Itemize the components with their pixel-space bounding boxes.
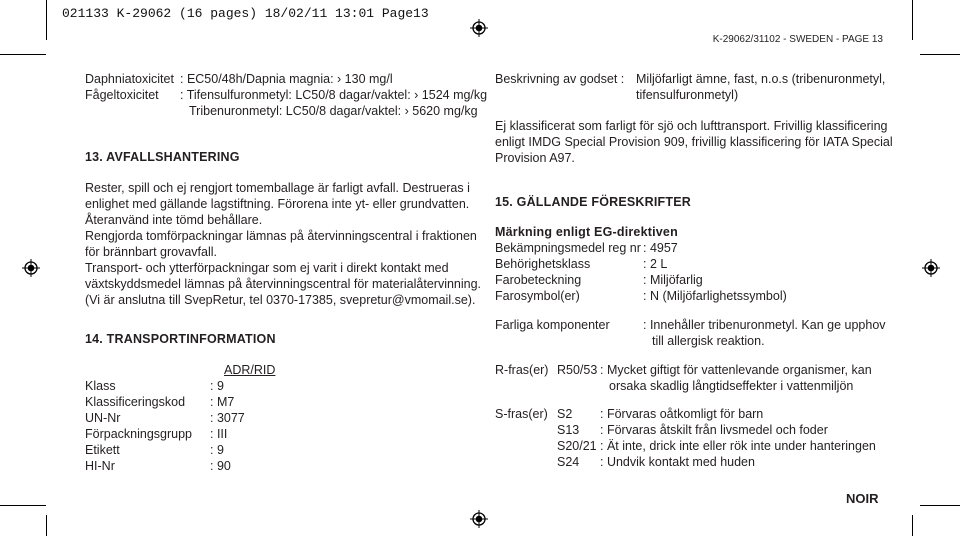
hazardous-components-label: Farliga komponenter: [495, 318, 610, 332]
daphnia-label: Daphniatoxicitet: [85, 72, 174, 86]
bird-toxicity-label: Fågeltoxicitet: [85, 88, 159, 102]
transport-label: UN-Nr: [85, 411, 121, 425]
s-phrase-text: : Undvik kontakt med huden: [600, 455, 755, 469]
daphnia-value: : EC50/48h/Dapnia magnia: › 130 mg/l: [180, 72, 393, 86]
registration-mark-icon: [470, 19, 488, 37]
transport-value: : 3077: [210, 411, 245, 425]
transport-value: : 9: [210, 379, 224, 393]
s-phrase-code: S24: [557, 455, 580, 469]
transport-value: : 9: [210, 443, 224, 457]
text-line: enlighet med gällande lagstiftning. Förorena inte yt- eller grundvatten.: [85, 197, 470, 211]
crop-mark: [920, 54, 960, 55]
registration-mark-icon: [470, 510, 488, 528]
section-heading: 13. AVFALLSHANTERING: [85, 150, 240, 164]
registration-mark-icon: [22, 259, 40, 277]
s-phrase-code: S20/21: [557, 439, 597, 453]
registration-mark-icon: [922, 259, 940, 277]
s-phrase-text: : Förvaras åtskilt från livsmedel och foder: [600, 423, 828, 437]
bird-toxicity-value: Tribenuronmetyl: LC50/8 dagar/vaktel: › 5620 mg/kg: [189, 104, 478, 118]
regulation-label: Bekämpningsmedel reg nr: [495, 241, 641, 255]
crop-mark: [0, 505, 46, 506]
r-phrases-label: R-fras(er): [495, 363, 549, 377]
s-phrase-text: : Förvaras oåtkomligt för barn: [600, 407, 764, 421]
transport-value: : M7: [210, 395, 235, 409]
transport-label: Förpackningsgrupp: [85, 427, 193, 441]
adr-rid-column-label: ADR/RID: [224, 363, 276, 377]
regulation-value: : Miljöfarlig: [643, 273, 703, 287]
transport-label: HI-Nr: [85, 459, 115, 473]
regulation-label: Farobeteckning: [495, 273, 582, 287]
text-line: växtskyddsmedel lämnas på återvinningscentral för materialåtervinning.: [85, 277, 482, 291]
text-line: för brännbart grovavfall.: [85, 245, 218, 259]
transport-value: : III: [210, 427, 228, 441]
classification-note: Provision A97.: [495, 151, 575, 165]
transport-label: Klassificeringskod: [85, 395, 186, 409]
r-phrase-text: : Mycket giftigt för vattenlevande organismer, kan: [600, 363, 872, 377]
goods-description-value: tifensulfuronmetyl): [636, 88, 739, 102]
classification-note: Ej klassificerat som farligt för sjö och lufttransport. Frivillig klassificering: [495, 119, 888, 133]
crop-mark: [0, 54, 46, 55]
crop-mark: [46, 0, 47, 40]
r-phrase-text: orsaka skadlig långtidseffekter i vattenmiljön: [609, 379, 854, 393]
transport-value: : 90: [210, 459, 231, 473]
text-line: Transport- och ytterförpackningar som ej varit i direkt kontakt med: [85, 261, 449, 275]
regulation-value: : 2 L: [643, 257, 668, 271]
page-reference: K-29062/31102 - SWEDEN - PAGE 13: [712, 34, 883, 45]
r-phrase-code: R50/53: [557, 363, 598, 377]
labelling-subheading: Märkning enligt EG-direktiven: [495, 225, 678, 239]
classification-note: enligt IMDG Special Provision 909, frivillig klassificering för IATA Special: [495, 135, 893, 149]
regulation-label: Behörighetsklass: [495, 257, 591, 271]
s-phrase-code: S13: [557, 423, 580, 437]
crop-mark: [912, 0, 913, 40]
goods-description-value: Miljöfarligt ämne, fast, n.o.s (tribenuronmetyl,: [636, 72, 886, 86]
text-line: Rengjorda tomförpackningar lämnas på återvinningscentral i fraktionen: [85, 229, 477, 243]
bird-toxicity-value: : Tifensulfuronmetyl: LC50/8 dagar/vaktel: › 1524 mg/kg: [180, 88, 488, 102]
crop-mark: [912, 515, 913, 536]
regulation-label: Farosymbol(er): [495, 289, 580, 303]
s-phrases-label: S-fras(er): [495, 407, 548, 421]
transport-label: Etikett: [85, 443, 120, 457]
section-heading: 15. GÄLLANDE FÖRESKRIFTER: [495, 195, 691, 209]
hazardous-components-value: : Innehåller tribenuronmetyl. Kan ge upphov: [643, 318, 886, 332]
regulation-value: : N (Miljöfarlighetssymbol): [643, 289, 787, 303]
section-heading: 14. TRANSPORTINFORMATION: [85, 332, 276, 346]
text-line: Återanvänd inte tömd behållare.: [85, 213, 263, 227]
crop-mark: [920, 505, 960, 506]
text-line: (Vi är anslutna till SvepRetur, tel 0370-17385, svepretur@vmomail.se).: [85, 293, 476, 307]
goods-description-label: Beskrivning av godset :: [495, 72, 625, 86]
transport-label: Klass: [85, 379, 116, 393]
hazardous-components-value: till allergisk reaktion.: [652, 334, 765, 348]
regulation-value: : 4957: [643, 241, 678, 255]
s-phrase-text: : Ät inte, drick inte eller rök inte under hanteringen: [600, 439, 876, 453]
text-line: Rester, spill och ej rengjort tomemballage är farligt avfall. Destrueras i: [85, 181, 470, 195]
s-phrase-code: S2: [557, 407, 573, 421]
crop-mark: [46, 515, 47, 536]
print-job-info: 021133 K-29062 (16 pages) 18/02/11 13:01 Page13: [62, 6, 429, 21]
ink-color-label: NOIR: [846, 491, 879, 506]
